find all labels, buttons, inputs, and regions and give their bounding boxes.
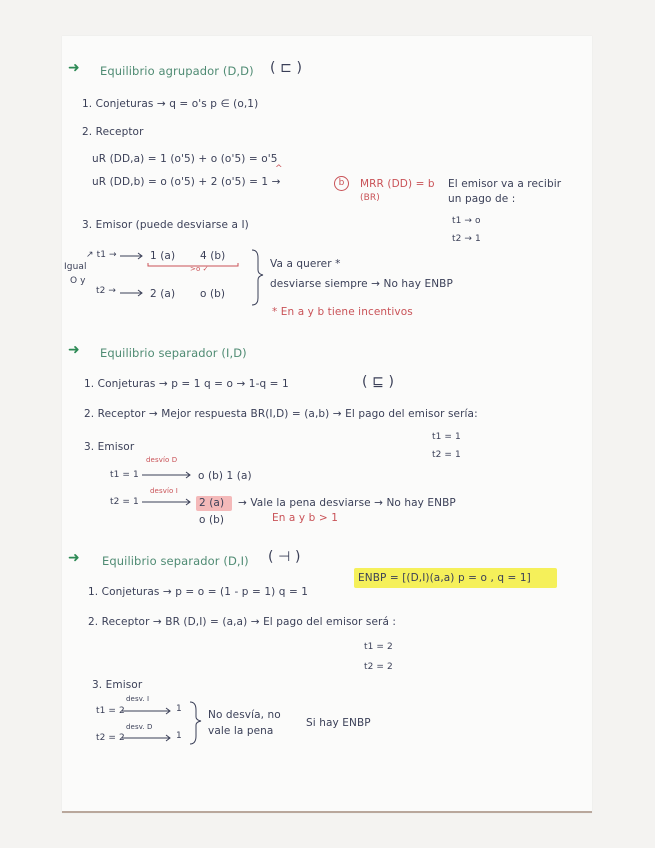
s1-t2: t2 → 1 xyxy=(452,234,481,244)
s2-d1-left: t1 = 1 xyxy=(110,470,139,480)
s3-line-receptor: 2. Receptor → BR (D,I) = (a,a) → El pago del emisor será : xyxy=(88,616,397,628)
s1-left-0: O y xyxy=(70,276,86,286)
s3-result: Si hay ENBP xyxy=(306,717,371,729)
s2-d2-label: desvío I xyxy=(150,487,178,495)
s1-line-conjecturas: 1. Conjeturas → q = o's p ∈ (o,1) xyxy=(82,98,259,110)
s2-d2-red: En a y b > 1 xyxy=(272,512,338,524)
ink-strokes xyxy=(62,36,592,811)
s2-d2-below: o (b) xyxy=(199,514,225,526)
s3-line-conjecturas: 1. Conjeturas → p = o = (1 - p = 1) q = 1 xyxy=(88,586,309,598)
section-3-title: Equilibrio separador (D,I) xyxy=(102,554,249,568)
s1-line-receptor: 2. Receptor xyxy=(82,126,144,138)
s1-brace-note-1: Va a querer * xyxy=(270,258,341,270)
s1-left-t1: ↗ t1 → xyxy=(86,250,117,260)
s3-brace-text-1: No desvía, no xyxy=(208,709,281,721)
s1-line-emisor: 3. Emisor (puede desviarse a I) xyxy=(82,219,249,231)
s1-line-uR-a: uR (DD,a) = 1 (o'5) + o (o'5) = o'5 xyxy=(92,153,278,165)
s1-brace-note-2: desviarse siempre → No hay ENBP xyxy=(270,278,453,290)
s3-r2-right: 1 xyxy=(176,731,182,741)
s2-line-receptor: 2. Receptor → Mejor respuesta BR(I,D) = (a,b) → El pago del emisor sería: xyxy=(84,408,478,420)
s1-br: MRR (DD) = b xyxy=(360,178,435,190)
s1-left-igual: Igual xyxy=(64,262,87,272)
green-arrow-icon: ➜ xyxy=(68,550,80,566)
s2-pay-1: t1 = 1 xyxy=(432,432,461,442)
section-1-title: Equilibrio agrupador (D,D) xyxy=(100,64,254,78)
s2-d1-label: desvío D xyxy=(146,456,178,464)
s2-d2-box: 2 (a) xyxy=(199,497,225,509)
section-2-diagram: ( ⊑ ) xyxy=(362,374,395,390)
section-2-title: Equilibrio separador (I,D) xyxy=(100,346,247,360)
s3-r1-label: desv. I xyxy=(126,695,150,703)
s1-left-t2: t2 → xyxy=(96,286,117,296)
s1-row2-a: 2 (a) xyxy=(150,288,176,300)
s2-d2-right: → Vale la pena desviarse → No hay ENBP xyxy=(238,497,456,509)
s1-note-1: El emisor va a recibir xyxy=(448,178,562,190)
s3-enbp: ENBP = [(D,I)(a,a) p = o , q = 1] xyxy=(358,572,531,584)
s1-row2-b: o (b) xyxy=(200,288,226,300)
section-3-diagram: ( ⊣ ) xyxy=(268,549,301,565)
s3-line-emisor: 3. Emisor xyxy=(92,679,143,691)
s2-d2-left: t2 = 1 xyxy=(110,497,139,507)
s3-pay-1: t1 = 2 xyxy=(364,642,393,652)
green-arrow-icon: ➜ xyxy=(68,60,80,76)
s3-r1-right: 1 xyxy=(176,704,182,714)
s1-row1-b: 4 (b) xyxy=(200,250,226,262)
s2-d1-right: o (b) 1 (a) xyxy=(198,470,252,482)
s3-brace-text-2: vale la pena xyxy=(208,725,274,737)
s1-circled-b: b xyxy=(334,176,349,191)
s1-gt: >o ✓ xyxy=(190,265,209,273)
section-1-diagram: ( ⊏ ) xyxy=(270,60,303,76)
s1-row1-a: 1 (a) xyxy=(150,250,176,262)
s2-pay-2: t2 = 1 xyxy=(432,450,461,460)
s3-pay-2: t2 = 2 xyxy=(364,662,393,672)
green-arrow-icon: ➜ xyxy=(68,342,80,358)
s2-line-conjecturas: 1. Conjeturas → p = 1 q = o → 1-q = 1 xyxy=(84,378,289,390)
s3-r2-left: t2 = 2 xyxy=(96,733,125,743)
notebook-page xyxy=(62,36,592,813)
s1-t1: t1 → o xyxy=(452,216,481,226)
s1-hat: ^ xyxy=(275,164,283,174)
s2-line-emisor: 3. Emisor xyxy=(84,441,135,453)
s1-br-sub: (BR) xyxy=(360,193,380,203)
s3-r2-label: desv. D xyxy=(126,723,153,731)
s3-r1-left: t1 = 2 xyxy=(96,706,125,716)
s1-footnote: * En a y b tiene incentivos xyxy=(272,306,413,318)
s1-line-uR-b: uR (DD,b) = o (o'5) + 2 (o'5) = 1 → xyxy=(92,176,281,188)
s1-note-2: un pago de : xyxy=(448,193,516,205)
